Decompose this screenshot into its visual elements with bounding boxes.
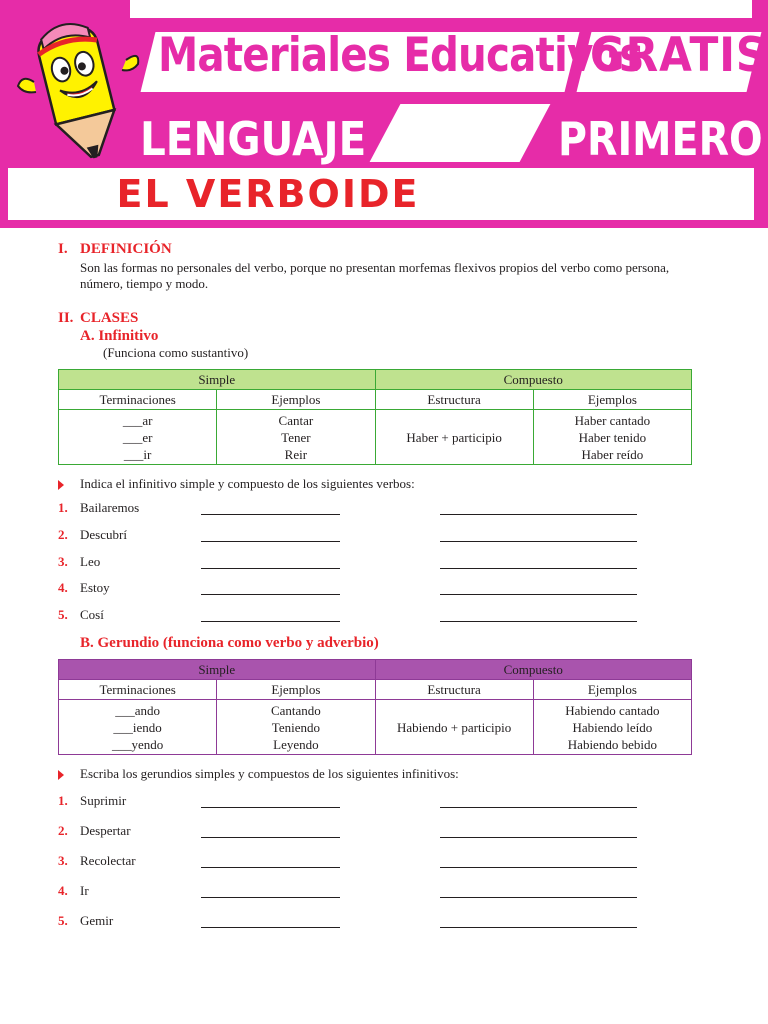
table-cell-endings: ___ando ___iendo ___yendo [59,700,217,755]
exercise-word: Ir [80,883,89,898]
exercise-word: Recolectar [80,853,136,868]
bullet-icon [58,480,64,490]
table-column-estructura: Estructura [375,390,533,410]
exercise-number: 3. [58,553,68,569]
table-header-compuesto: Compuesto [375,370,692,390]
infinitivo-note: (Funciona como sustantivo) [103,345,249,360]
answer-blank-compuesto[interactable] [440,807,637,808]
table-column-ejemplos-compuesto: Ejemplos [533,680,691,700]
table-column-terminaciones: Terminaciones [59,390,217,410]
exercise-number: 5. [58,607,68,623]
header-badge: GRATIS [590,28,768,83]
table-cell-compound-examples: Habiendo cantado Habiendo leído Habiendo bebido [533,700,691,755]
gerundio-table [58,659,692,755]
answer-blank-simple[interactable] [201,568,340,569]
subsection-title-gerundio: B. Gerundio (funciona como verbo y adverbio) [80,635,379,651]
exercise-number: 3. [58,853,68,868]
table-header-compuesto: Compuesto [375,660,692,680]
section-title-clases: CLASES [80,310,139,326]
exercise-number: 2. [58,823,68,838]
exercise-word: Cosí [80,607,104,623]
table-column-ejemplos: Ejemplos [217,680,375,700]
answer-blank-compuesto[interactable] [440,594,637,595]
exercise-number: 1. [58,793,68,808]
answer-blank-compuesto[interactable] [440,927,637,928]
exercise-word: Suprimir [80,793,127,808]
header-grade: PRIMERO [558,112,763,166]
exercise-word: Descubrí [80,526,127,542]
exercise-word: Leo [80,553,101,569]
section-number: II. [58,310,74,326]
definition-text: Son las formas no personales del verbo, porque no presentan morfemas flexivos propios del verbo como persona, número, tiempo y modo. [80,260,670,291]
header-top-strip [130,0,752,18]
infinitivo-instruction: Indica el infinitivo simple y compuesto de los siguientes verbos: [80,476,415,491]
table-cell-endings: ___ar ___er ___ir [59,410,217,465]
answer-blank-simple[interactable] [201,514,340,515]
table-cell-examples: Cantar Tener Reir [217,410,375,465]
header-subject: LENGUAJE [140,112,367,166]
exercise-word: Estoy [80,580,110,596]
table-column-estructura: Estructura [375,680,533,700]
table-cell-compound-examples: Haber cantado Haber tenido Haber reído [533,410,691,465]
answer-blank-simple[interactable] [201,594,340,595]
section-number: I. [58,241,68,257]
answer-blank-compuesto[interactable] [440,621,637,622]
answer-blank-simple[interactable] [201,897,340,898]
page-title: EL VERBOIDE [116,172,420,216]
table-cell-examples: Cantando Teniendo Leyendo [217,700,375,755]
table-header-simple: Simple [59,370,376,390]
subsection-title-infinitivo: A. Infinitivo [80,328,159,344]
answer-blank-compuesto[interactable] [440,514,637,515]
exercise-number: 4. [58,883,68,898]
pencil-mascot-icon [14,8,142,166]
exercise-number: 2. [58,526,68,542]
answer-blank-compuesto[interactable] [440,867,637,868]
gerundio-instruction: Escriba los gerundios simples y compuestos de los siguientes infinitivos: [80,766,459,781]
exercise-word: Gemir [80,913,114,928]
section-title-definicion: DEFINICIÓN [80,241,172,257]
table-cell-structure: Haber + participio [375,410,533,465]
header-divider-shape [370,104,551,162]
answer-blank-simple[interactable] [201,807,340,808]
exercise-number: 5. [58,913,68,928]
exercise-word: Bailaremos [80,500,140,515]
exercise-number: 4. [58,580,68,596]
answer-blank-simple[interactable] [201,621,340,622]
table-header-simple: Simple [59,660,376,680]
answer-blank-compuesto[interactable] [440,541,637,542]
answer-blank-compuesto[interactable] [440,568,637,569]
answer-blank-simple[interactable] [201,927,340,928]
table-column-ejemplos: Ejemplos [217,390,375,410]
answer-blank-compuesto[interactable] [440,837,637,838]
exercise-word: Despertar [80,823,131,838]
table-cell-structure: Habiendo + participio [375,700,533,755]
infinitivo-table [58,369,692,465]
exercise-number: 1. [58,500,68,515]
header-title: Materiales Educativos [158,28,643,83]
answer-blank-simple[interactable] [201,541,340,542]
answer-blank-simple[interactable] [201,867,340,868]
bullet-icon [58,770,64,780]
table-column-ejemplos-compuesto: Ejemplos [533,390,691,410]
answer-blank-compuesto[interactable] [440,897,637,898]
table-column-terminaciones: Terminaciones [59,680,217,700]
answer-blank-simple[interactable] [201,837,340,838]
